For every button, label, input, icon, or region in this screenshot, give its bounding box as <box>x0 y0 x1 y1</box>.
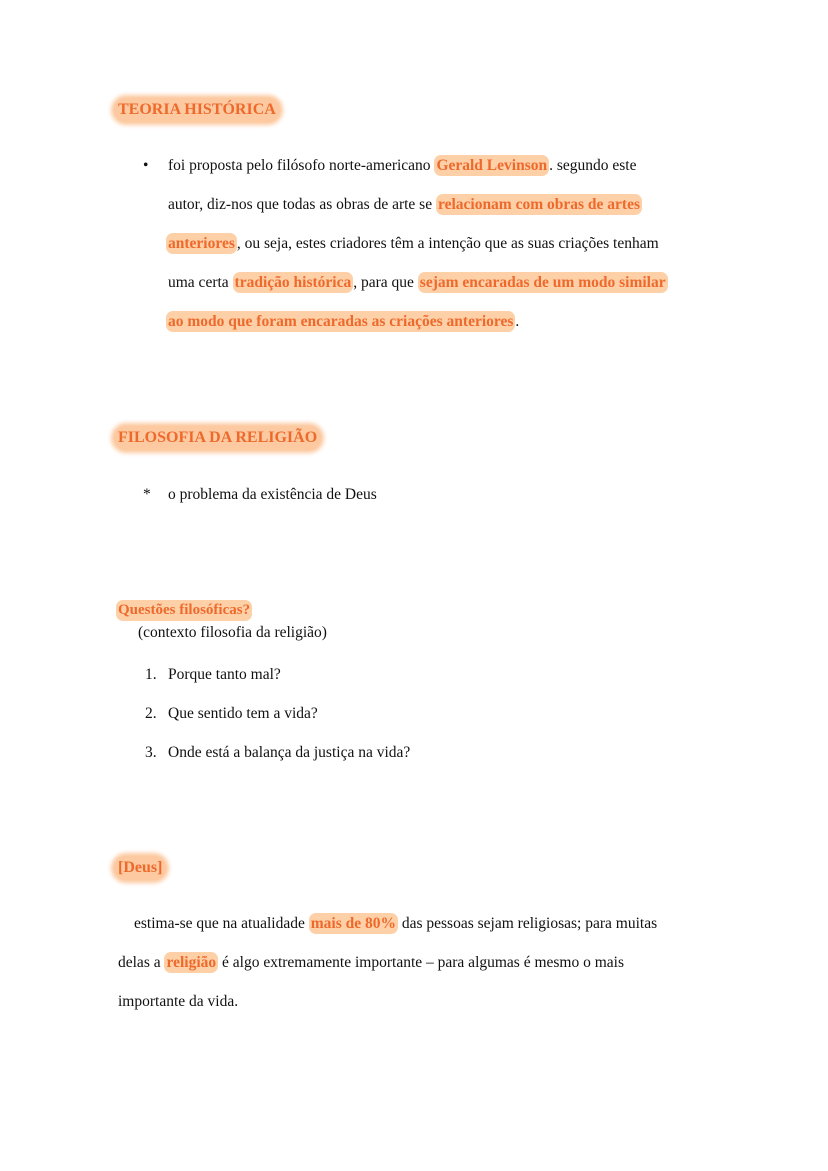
text: foi proposta pelo filósofo norte-americano <box>168 157 435 174</box>
highlight: religião <box>166 954 217 971</box>
text: delas a <box>118 954 165 971</box>
bullet: • <box>143 157 149 174</box>
text: importante da vida. <box>118 993 239 1010</box>
text: , ou seja, estes criadores têm a intenção que as suas criações tenham <box>236 235 659 252</box>
list-item <box>145 744 411 762</box>
subtitle: (contexto filosofia da religião) <box>138 624 327 641</box>
highlight: relacionam com obras de artes <box>437 196 640 213</box>
text: é algo extremamente importante – para algumas é mesmo o mais <box>218 954 625 971</box>
heading-deus: [Deus] <box>114 856 166 880</box>
text: uma certa <box>168 274 233 291</box>
highlight: mais de 80% <box>310 915 396 932</box>
heading-filosofia-religiao: FILOSOFIA DA RELIGIÃO <box>114 426 321 450</box>
highlight: Gerald Levinson <box>436 157 548 174</box>
item-text: Que sentido tem a vida? <box>168 705 318 722</box>
heading-teoria-historica: TEORIA HISTÓRICA <box>114 98 280 122</box>
text: autor, diz-nos que todas as obras de arte se <box>168 196 436 213</box>
list-item <box>145 705 318 723</box>
number: 2. <box>145 705 157 722</box>
bullet: * <box>143 486 151 503</box>
highlight: sejam encaradas de um modo similar <box>419 274 666 291</box>
heading-questoes: Questões filosóficas? <box>116 600 252 621</box>
highlight: tradição histórica <box>234 274 352 291</box>
text: . segundo este <box>549 157 637 174</box>
item-text: Porque tanto mal? <box>168 666 281 683</box>
text: , para que <box>353 274 418 291</box>
highlight: anteriores <box>168 235 235 252</box>
list-item: o problema da existência de Deus <box>168 486 377 503</box>
item-text: Onde está a balança da justiça na vida? <box>168 744 411 761</box>
highlight: ao modo que foram encaradas as criações anteriores <box>168 313 514 330</box>
text: estima-se que na atualidade <box>134 915 309 932</box>
text: das pessoas sejam religiosas; para muitas <box>397 915 658 932</box>
number: 1. <box>145 666 157 683</box>
text: . <box>515 313 520 330</box>
list-item <box>145 666 281 684</box>
number: 3. <box>145 744 157 761</box>
